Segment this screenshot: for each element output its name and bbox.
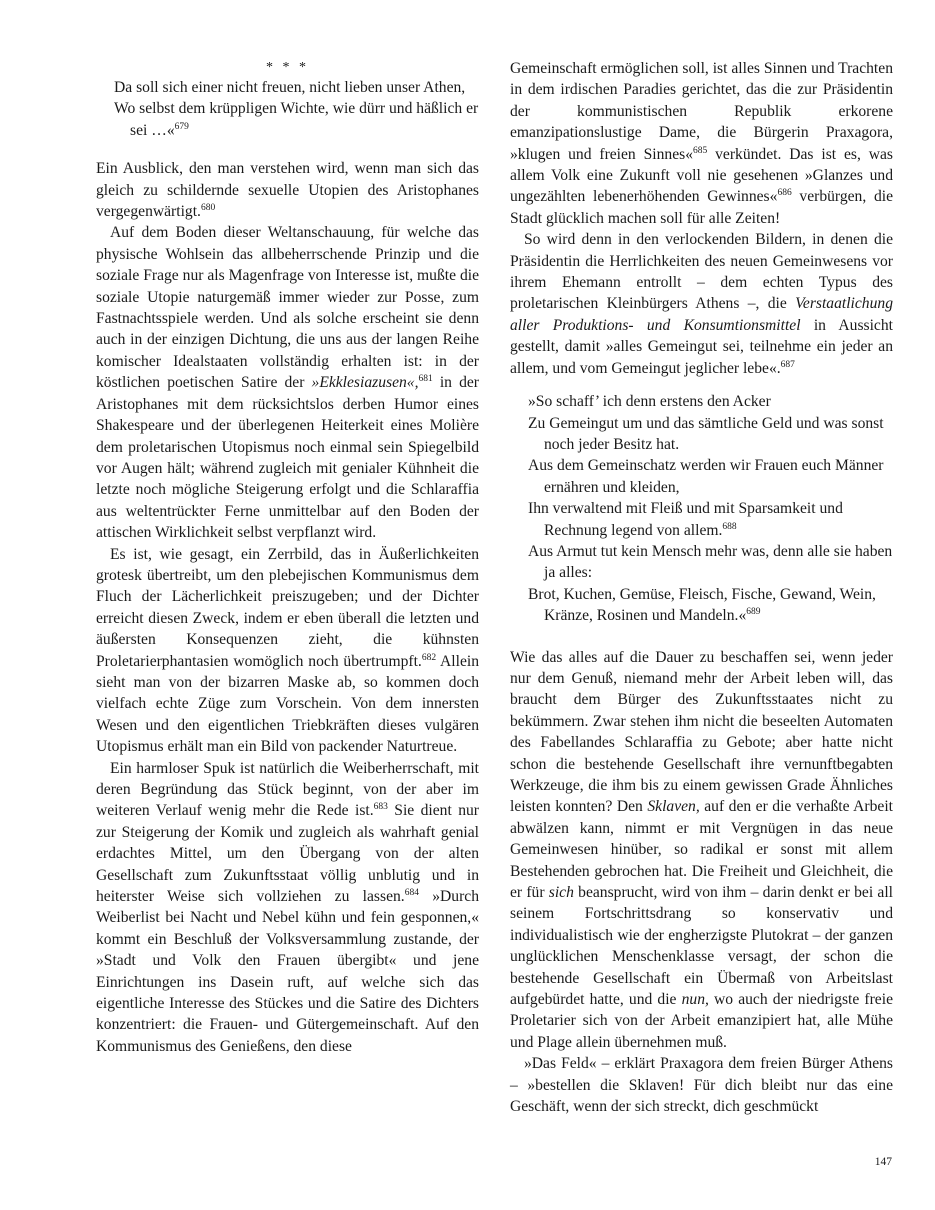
paragraph-text: Ein Ausblick, den man verstehen wird, wenn man sich das gleich zu schildernde sexuelle Utopien des Aristophanes vergegenwärtigt. [96,160,479,221]
footnote-ref[interactable]: 688 [722,521,737,532]
paragraph [96,544,479,758]
paragraph-text: Auf dem Boden dieser Weltanschauung, für welche das physische Wohlsein das allbeherrschende Prinzip und die soziale Frage nur als Magenfrage von Interesse ist, mußte die soziale Utopie naturgemäß immer wieder zur Posse, zum Fastnachtsspiele werden. Und als solche erscheint sie denn auch in der einzigen Dichtung, die uns aus der langen Reihe komischer Idealstaaten vollständig erhalten ist: in der köstlichen poetischen Satire der [96,224,479,392]
verse-text: Brot, Kuchen, Gemüse, Fleisch, Fische, Gewand, Wein, Kränze, Rosinen und Mandeln.« [528,585,876,625]
paragraph-text: in der Aristophanes mit dem rücksichtslos derben Humor eines Shakespeare und der überlegenen Heiterkeit eines Molière dem proletarischen Utopismus noch einmal sein Spiegelbild vor Augen hält; während zugleich mit genialer Kühnheit die letzte noch mögliche Steigerung erfolgt und die Schlaraffia aus weltentrückter Ferne unmittelbar auf den Boden der attischen Wirklichkeit selbst verpflanzt wird. [96,374,479,542]
footnote-ref[interactable]: 686 [777,188,792,199]
paragraph-text: auf den er die verhaßte Arbeit abwälzen kann, nimmt er mit Vergnügen in das neue Gemeinwesen hinüber, so radikal er sonst mit allem Bestehenden gebrochen hat. Die Freiheit und Gleichheit, die er für [510,798,894,902]
right-column [510,58,893,1118]
verse-line [528,498,893,541]
verse-quote [96,77,479,141]
verse-line: Aus dem Gemeinschatz werden wir Frauen euch Männer ernähren und kleiden, [528,457,884,496]
paragraph [96,758,479,1058]
left-column [96,58,479,1057]
verse-text: Ihn verwaltend mit Fleiß und mit Sparsamkeit und Rechnung legend von allem. [528,500,843,539]
paragraph: »Das Feld« – erklärt Praxagora dem freien Bürger Athens – »bestellen die Sklaven! Für dich bleibt nur das eine Geschäft, wenn der sich streckt, dich geschmückt [510,1055,893,1116]
page-number: 147 [874,1156,892,1168]
emphasis-text: sich [548,884,574,902]
paragraph-text: Allein sieht man von der bizarren Maske ab, so kommen doch vielfach echte Züge zum Vorschein. Von dem innersten Wesen und den eigentlichen Triebkräften dieses vulgären Utopismus erhält man ein Bild von packender Naturtreue. [96,652,479,756]
verse-line [114,98,479,141]
verse-text: Wo selbst dem krüppligen Wichte, wie dürr und häßlich er sei …« [114,100,479,139]
paragraph [510,229,893,379]
footnote-ref[interactable]: 679 [174,121,189,132]
emphasis-text: Verstaatlichung aller Produktions- und Konsumtionsmittel [510,295,893,334]
paragraph-text: Es ist, wie gesagt, ein Zerrbild, das in Äußerlichkeiten grotesk übertreibt, um den plebejischen Kommunismus dem Fluch der Lächerlichkeit preiszugeben; und der Dichter erreicht diesen Zweck, indem er eben überall die letzten und äußersten Konsequenzen zieht, die kühnsten Proletarierphantasien womöglich noch übertrumpft. [96,545,479,670]
footnote-ref[interactable]: 689 [746,607,761,618]
paragraph-text: Sie dient nur zur Steigerung der Komik und zugleich als wahrhaft genial erdachtes Mittel, um den Übergang von der alten Gesellschaft zum Zukunftsstaat völlig unblutig und in heiterster Weise sich vollziehen zu lassen. [96,802,479,906]
verse-quote [510,391,893,626]
verse-line: »So schaff’ ich denn erstens den Acker [528,393,771,411]
footnote-ref[interactable]: 680 [200,203,216,214]
paragraph-text: verbürgen, die Stadt glücklich machen soll für alle Zeiten! [510,188,893,227]
paragraph-text: Wie das alles auf die Dauer zu beschaffen sei, wenn jeder nur dem Genuß, niemand mehr der Arbeit leben will, das braucht dem Bürger des Zukunftsstaates nicht zu bekümmern. Zwar stehen ihm nicht die beseelten Automaten des Fabellandes Schlaraffia zu Gebote; aber hatte nicht schon die bestehende Gesellschaft ihre vernunftbegabten Werkzeuge, die ihm bis zu einem gewissen Grade Ähnliches leisten konnten? Den [510,648,893,816]
footnote-ref[interactable]: 682 [421,652,437,663]
footnote-ref[interactable]: 685 [693,145,708,156]
paragraph-text: So wird denn in den verlockenden Bildern, in denen die Präsidentin die Herrlichkeiten des neuen Gemeinwesens vor ihrem Ehemann entrollt – dem echten Typus des proletarischen Kleinbürgers Athens –, die [510,231,893,313]
footnote-ref[interactable]: 683 [373,802,388,813]
verse-line: Aus Armut tut kein Mensch mehr was, denn alle sie haben ja alles: [528,542,893,582]
paragraph-text: »Durch Weiberlist bei Nacht und Nebel kühn und fein gesponnen,« kommt ein Beschluß der Volksversammlung zustande, der »Stadt und Volk den Frauen übergibt« und jene Einrichtungen ins Dasein ruft, auf welche sich das eigentliche Interesse des Stückes und die Satire des Dichters konzentriert: die Frauen- und Gütergemeinschaft. Auf den Kommunismus des Genießens, den diese [96,888,479,1055]
section-divider: * * * [266,60,309,75]
footnote-ref[interactable]: 684 [404,888,419,899]
paragraph-text: Gemeinschaft ermöglichen soll, ist alles Sinnen und Trachten in dem irdischen Paradies gerichtet, das die zur Präsidentin der kommunistischen Republik erkorene emanzipationslustige Dame, die Bürgerin Praxagora, »klugen und freien Sinnes« [510,60,893,163]
verse-line: Zu Gemeingut um und das sämtliche Geld und was sonst noch jeder Besitz hat. [528,414,884,453]
verse-line: Da soll sich einer nicht freuen, nicht lieben unser Athen, [114,79,466,96]
paragraph [510,58,893,229]
emphasis-text: nun, [681,991,709,1009]
verse-line [528,584,893,627]
paragraph-text: Ein harmloser Spuk ist natürlich die Weiberherrschaft, mit deren Begründung das Stück beginnt, von der aber im weiteren Verlauf wenig mehr die Rede ist. [96,759,479,820]
paragraph-text: beansprucht, wird von ihm – darin denkt er bei all seinem Fortschrittsdrang so konservativ und individualistisch wie der engherzigste Plutokrat – der ganzen unglücklichen Menschenklasse versagt, der schon die bestehende Gesellschaft ein Übermaß von Arbeitslast aufgebürdet hatte, und die [510,884,893,1009]
paragraph-text: wo auch der niedrigste freie Proletarier sich von der Arbeit emanzipiert hat, alle Mühe und Plage allein übernehmen muß. [510,991,893,1051]
footnote-ref[interactable]: 681 [418,374,433,385]
paragraph-text: in Aussicht gestellt, damit »alles Gemeingut sei, teilnehme ein jeder an allem, und vom Gemeingut jeglicher lebe«. [510,316,893,377]
paragraph-text: verkündet. Das ist es, was allem Volk eine Zukunft voll nie gesehenen »Glanzes und ungezählten lebenerhöhenden Gewinnes« [510,145,893,206]
paragraph [96,222,479,543]
paragraph [510,647,893,1054]
paragraph [96,158,479,222]
footnote-ref[interactable]: 687 [780,359,795,370]
work-title: »Ekklesiazusen«, [311,374,419,392]
emphasis-text: Sklaven, [647,798,700,816]
